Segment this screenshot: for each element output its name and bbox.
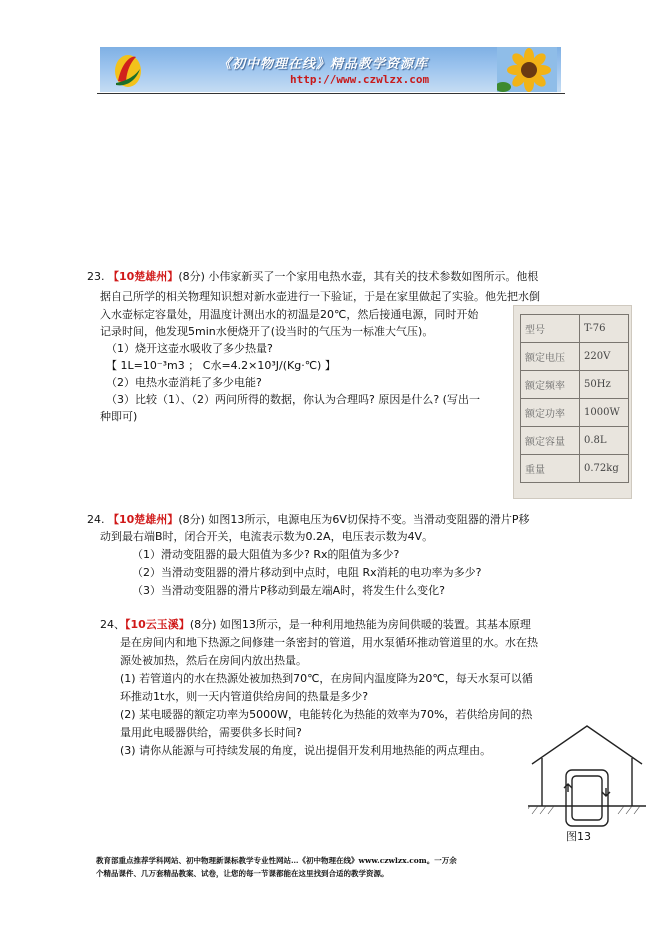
- spec-key: 额定容量: [521, 427, 580, 455]
- q24b-subq-3: (3) 请你从能源与可持续发展的角度，说出提倡开发利用地热能的两点理由。: [120, 744, 492, 757]
- q24b-line-2: 是在房间内和地下热源之间修建一条密封的管道，用水泵循环推动管道里的水。水在热: [120, 636, 538, 649]
- q23-line-2: 据自己所学的相关物理知识想对新水壶进行一下验证，于是在家里做起了实验。他先把水倒: [100, 290, 540, 303]
- footer-line-1: 教育部重点推荐学科网站、初中物理新课标教学专业性网站…《初中物理在线》www.czwlzx.com。一万余: [96, 856, 457, 865]
- spec-key: 额定电压: [521, 343, 580, 371]
- spec-key: 额定频率: [521, 371, 580, 399]
- q23-subq-1: （1）烧开这壶水吸收了多少热量?: [106, 342, 273, 355]
- q24a-subq-3: （3）当滑动变阻器的滑片P移动到最左端A时，将发生什么变化?: [132, 584, 445, 597]
- q24b-source-tag: 【10云玉溪】: [125, 618, 190, 631]
- q23-constants: 【 1L=10⁻³m3 ； C水=4.2×10³J/(Kg·℃) 】: [106, 359, 336, 372]
- spec-row: [521, 455, 629, 483]
- spec-row: [521, 371, 629, 399]
- q24a-text: (8分) 如图13所示，电源电压为6V切保持不变。当滑动变阻器的滑片P移: [178, 513, 530, 526]
- figure-13-caption: 图13: [566, 830, 591, 843]
- q23-line-3: 入水壶标定容量处，用温度计测出水的初温是20℃，然后接通电源，同时开始: [100, 308, 479, 321]
- spec-value: T-76: [580, 315, 629, 343]
- q23-number: 23.: [87, 270, 105, 283]
- sunflower-image: [497, 47, 557, 92]
- q24b-subq-2: (2) 某电暖器的额定功率为5000W，电能转化为热能的效率为70%，若供给房间的热: [120, 708, 533, 721]
- spec-grid: [520, 314, 629, 483]
- q24a-subq-1: （1）滑动变阻器的最大阻值为多少? Rx的阻值为多少?: [132, 548, 400, 561]
- q23-subq-3: （3）比较（1）、（2）两问所得的数据，你认为合理吗? 原因是什么? (写出一: [106, 393, 480, 406]
- spec-key: 重量: [521, 455, 580, 483]
- site-logo: [112, 51, 142, 89]
- spec-row: [521, 399, 629, 427]
- q24b-subq-1: (1) 若管道内的水在热源处被加热到70℃，在房间内温度降为20℃，每天水泵可以循: [120, 672, 533, 685]
- banner-title: 《初中物理在线》精品教学资源库: [218, 57, 429, 72]
- q24a-line-2: 动到最右端B时，闭合开关，电流表示数为0.2A，电压表示数为4V。: [100, 530, 434, 543]
- figure-13-geothermal-house: [528, 722, 646, 832]
- q23-subq-2: （2）电热水壶消耗了多少电能?: [106, 376, 262, 389]
- q24b-text: (8分) 如图13所示，是一种利用地热能为房间供暖的装置。其基本原理: [189, 618, 531, 631]
- q24b-number: 24、: [100, 618, 125, 631]
- header-banner: [100, 47, 561, 92]
- q24b-line-3: 源处被加热，然后在房间内放出热量。: [120, 654, 307, 667]
- q23-source-tag: 【10楚雄州】: [108, 270, 179, 283]
- footer-line-2: 个精品课件、几万套精品教案、试卷，让您的每一节课都能在这里找到合适的教学资源。: [96, 869, 389, 878]
- banner-divider: [97, 93, 565, 94]
- q24a-subq-2: （2）当滑动变阻器的滑片移动到中点时，电阻 Rx消耗的电功率为多少?: [132, 566, 482, 579]
- spec-row: [521, 315, 629, 343]
- spec-key: 额定功率: [521, 399, 580, 427]
- spec-key: 型号: [521, 315, 580, 343]
- q23-subq-3-cont: 种即可): [100, 410, 138, 423]
- q24a-number: 24.: [87, 513, 105, 526]
- q23-line-1: [87, 270, 538, 284]
- spec-value: 220V: [580, 343, 629, 371]
- q24b-subq-2-cont: 量用此电暖器供给，需要供多长时间?: [120, 726, 302, 739]
- q24b-subq-1-cont: 环推动1t水，则一天内管道供给房间的热量是多少?: [120, 690, 369, 703]
- q24b-line-1: [100, 618, 531, 632]
- spec-value: 1000W: [580, 399, 629, 427]
- spec-value: 0.72kg: [580, 455, 629, 483]
- spec-row: [521, 427, 629, 455]
- spec-value: 0.8L: [580, 427, 629, 455]
- q23-line-4: 记录时间，他发现5min水便烧开了(设当时的气压为一标准大气压)。: [100, 325, 434, 338]
- q24a-source-tag: 【10楚雄州】: [108, 513, 179, 526]
- kettle-spec-table: [513, 305, 632, 499]
- spec-value: 50Hz: [580, 371, 629, 399]
- banner-url: http://www.czwlzx.com: [290, 73, 430, 86]
- spec-row: [521, 343, 629, 371]
- q24a-line-1: [87, 513, 530, 527]
- q23-text: (8分) 小伟家新买了一个家用电热水壶，其有关的技术参数如图所示。他根: [178, 270, 539, 283]
